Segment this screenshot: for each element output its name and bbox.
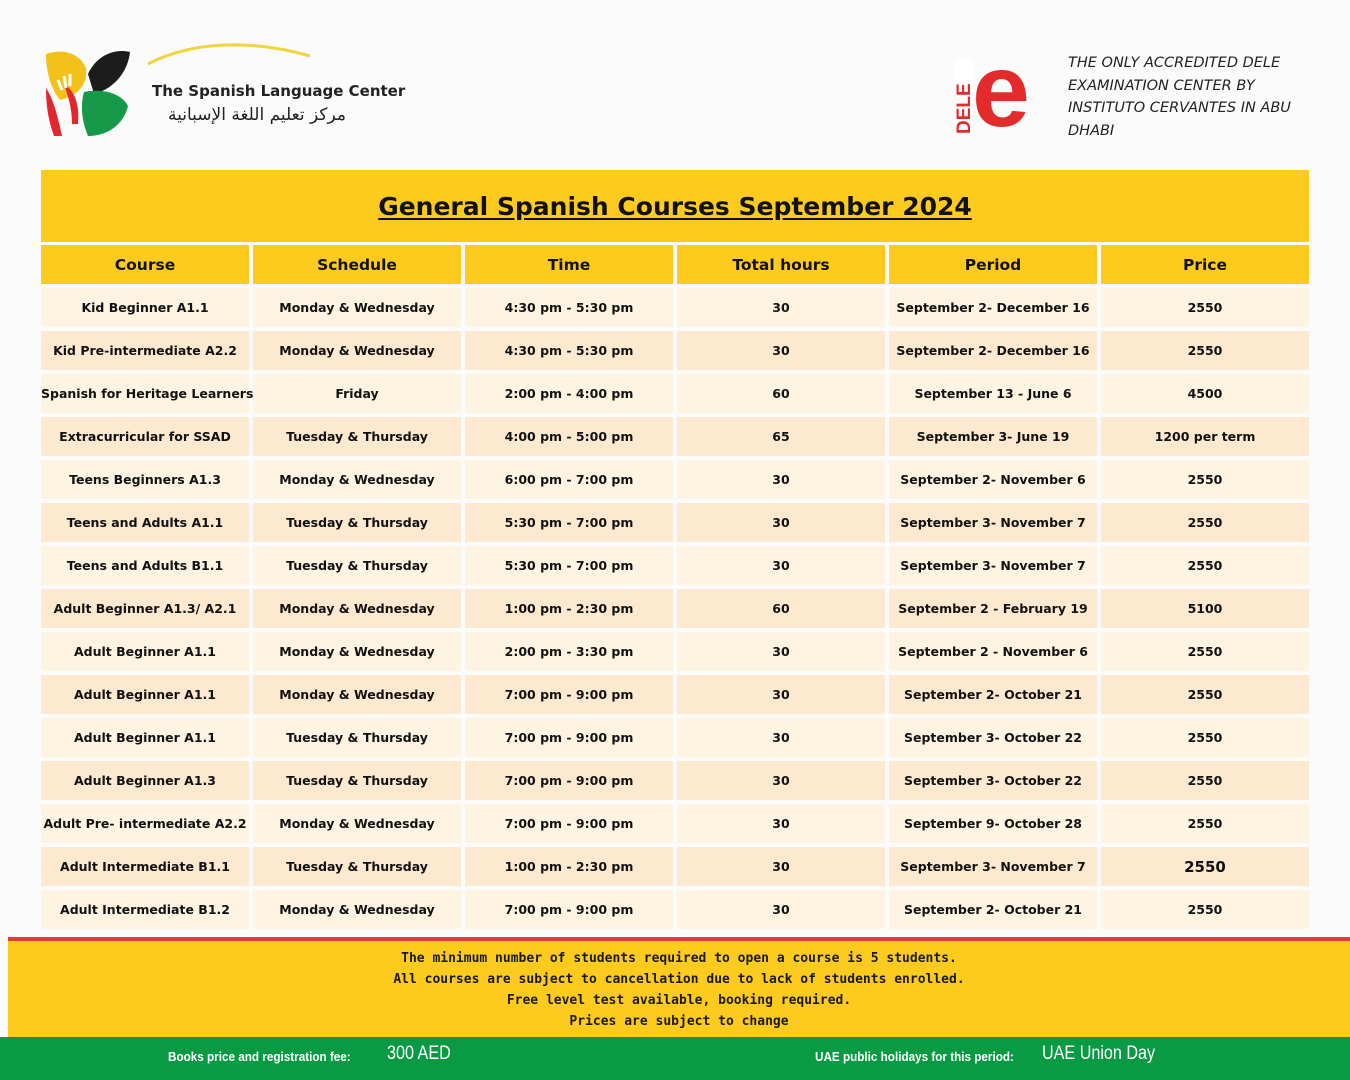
schedule-cell: Monday & Wednesday xyxy=(253,890,461,929)
table-row xyxy=(41,417,1309,456)
course-cell: Kid Pre-intermediate A2.2 xyxy=(41,331,249,370)
period-cell: September 2- November 6 xyxy=(889,460,1097,499)
hours-cell: 30 xyxy=(677,718,885,757)
course-cell: Adult Pre- intermediate A2.2 xyxy=(41,804,249,843)
table-title: General Spanish Courses September 2024 xyxy=(378,191,972,221)
table-row xyxy=(41,288,1309,327)
dele-logo xyxy=(954,52,1054,136)
time-cell: 4:00 pm - 5:00 pm xyxy=(465,417,673,456)
price-cell: 2550 xyxy=(1101,331,1309,370)
hours-cell: 30 xyxy=(677,460,885,499)
table-header-row xyxy=(41,245,1309,284)
schedule-cell: Tuesday & Thursday xyxy=(253,417,461,456)
period-cell: September 2 - February 19 xyxy=(889,589,1097,628)
holiday-label: UAE public holidays for this period: xyxy=(815,1049,1014,1064)
holiday-value: UAE Union Day xyxy=(1042,1043,1156,1064)
time-cell: 5:30 pm - 7:00 pm xyxy=(465,503,673,542)
course-cell: Spanish for Heritage Learners xyxy=(41,374,249,413)
column-header-schedule: Schedule xyxy=(253,245,461,284)
dele-tagline: THE ONLY ACCREDITED DELE EXAMINATION CENTER BY INSTITUTO CERVANTES IN ABU DHABI xyxy=(1068,55,1291,139)
org-name-arabic: مركز تعليم اللغة الإسبانية xyxy=(168,105,346,125)
course-cell: Teens and Adults A1.1 xyxy=(41,503,249,542)
hours-cell: 30 xyxy=(677,546,885,585)
time-cell: 1:00 pm - 2:30 pm xyxy=(465,847,673,886)
time-cell: 4:30 pm - 5:30 pm xyxy=(465,288,673,327)
period-cell: September 3- October 22 xyxy=(889,761,1097,800)
course-cell: Adult Beginner A1.1 xyxy=(41,718,249,757)
price-cell: 5100 xyxy=(1101,589,1309,628)
column-header-price: Price xyxy=(1101,245,1309,284)
hands-logo-icon xyxy=(44,44,144,144)
footer-bar xyxy=(0,1037,1350,1080)
schedule-cell: Monday & Wednesday xyxy=(253,632,461,671)
hours-cell: 65 xyxy=(677,417,885,456)
price-cell: 2550 xyxy=(1101,503,1309,542)
note-level-test: Free level test available, booking required. xyxy=(506,993,852,1008)
title-band xyxy=(41,170,1309,242)
time-cell: 2:00 pm - 3:30 pm xyxy=(465,632,673,671)
period-cell: September 13 - June 6 xyxy=(889,374,1097,413)
hours-cell: 60 xyxy=(677,589,885,628)
hours-cell: 30 xyxy=(677,288,885,327)
period-cell: September 3- November 7 xyxy=(889,546,1097,585)
schedule-cell: Tuesday & Thursday xyxy=(253,503,461,542)
hours-cell: 30 xyxy=(677,804,885,843)
column-header-time: Time xyxy=(465,245,673,284)
price-cell: 2550 xyxy=(1101,288,1309,327)
time-cell: 7:00 pm - 9:00 pm xyxy=(465,890,673,929)
course-table xyxy=(37,241,1313,933)
period-cell: September 2 - November 6 xyxy=(889,632,1097,671)
period-cell: September 2- December 16 xyxy=(889,331,1097,370)
table-row xyxy=(41,890,1309,929)
table-row xyxy=(41,675,1309,714)
period-cell: September 2- October 21 xyxy=(889,675,1097,714)
schedule-cell: Monday & Wednesday xyxy=(253,460,461,499)
table-row xyxy=(41,460,1309,499)
course-cell: Teens Beginners A1.3 xyxy=(41,460,249,499)
schedule-cell: Tuesday & Thursday xyxy=(253,718,461,757)
column-header-period: Period xyxy=(889,245,1097,284)
table-row xyxy=(41,718,1309,757)
column-header-course: Course xyxy=(41,245,249,284)
period-cell: September 9- October 28 xyxy=(889,804,1097,843)
schedule-cell: Monday & Wednesday xyxy=(253,675,461,714)
table-row xyxy=(41,374,1309,413)
column-header-total-hours: Total hours xyxy=(677,245,885,284)
table-row xyxy=(41,503,1309,542)
table-row xyxy=(41,589,1309,628)
course-cell: Adult Intermediate B1.1 xyxy=(41,847,249,886)
fee-value: 300 AED xyxy=(387,1043,451,1064)
note-cancellation: All courses are subject to cancellation due to lack of students enrolled. xyxy=(393,972,965,987)
table-row xyxy=(41,761,1309,800)
time-cell: 2:00 pm - 4:00 pm xyxy=(465,374,673,413)
note-minimum-students: The minimum number of students required to open a course is 5 students. xyxy=(401,951,957,966)
note-prices: Prices are subject to change xyxy=(569,1014,789,1029)
course-cell: Adult Beginner A1.1 xyxy=(41,675,249,714)
table-row xyxy=(41,632,1309,671)
fee-label: Books price and registration fee: xyxy=(168,1049,351,1064)
notes-panel xyxy=(8,941,1350,1037)
spanish-language-center-logo xyxy=(44,44,406,144)
dele-logo-text: DELE xyxy=(954,83,975,134)
course-cell: Adult Beginner A1.1 xyxy=(41,632,249,671)
schedule-cell: Tuesday & Thursday xyxy=(253,761,461,800)
period-cell: September 2- December 16 xyxy=(889,288,1097,327)
price-cell: 2550 xyxy=(1101,675,1309,714)
price-cell: 2550 xyxy=(1101,761,1309,800)
schedule-cell: Monday & Wednesday xyxy=(253,331,461,370)
course-cell: Teens and Adults B1.1 xyxy=(41,546,249,585)
price-cell: 4500 xyxy=(1101,374,1309,413)
time-cell: 5:30 pm - 7:00 pm xyxy=(465,546,673,585)
period-cell: September 2- October 21 xyxy=(889,890,1097,929)
hours-cell: 30 xyxy=(677,331,885,370)
table-row xyxy=(41,804,1309,843)
course-cell: Adult Intermediate B1.2 xyxy=(41,890,249,929)
price-cell: 2550 xyxy=(1101,546,1309,585)
hours-cell: 30 xyxy=(677,761,885,800)
hours-cell: 30 xyxy=(677,847,885,886)
price-cell: 2550 xyxy=(1101,804,1309,843)
price-cell: 2550 xyxy=(1101,847,1309,886)
schedule-cell: Tuesday & Thursday xyxy=(253,546,461,585)
hours-cell: 30 xyxy=(677,675,885,714)
schedule-cell: Monday & Wednesday xyxy=(253,288,461,327)
price-cell: 2550 xyxy=(1101,890,1309,929)
hours-cell: 30 xyxy=(677,503,885,542)
hours-cell: 60 xyxy=(677,374,885,413)
price-cell: 2550 xyxy=(1101,632,1309,671)
period-cell: September 3- November 7 xyxy=(889,847,1097,886)
time-cell: 7:00 pm - 9:00 pm xyxy=(465,761,673,800)
price-cell: 2550 xyxy=(1101,460,1309,499)
time-cell: 7:00 pm - 9:00 pm xyxy=(465,675,673,714)
period-cell: September 3- October 22 xyxy=(889,718,1097,757)
hours-cell: 30 xyxy=(677,890,885,929)
table-row xyxy=(41,847,1309,886)
schedule-cell: Friday xyxy=(253,374,461,413)
price-cell: 1200 per term xyxy=(1101,417,1309,456)
dele-logo-letter: e xyxy=(972,52,1030,136)
swoosh-decoration xyxy=(144,42,314,72)
schedule-cell: Tuesday & Thursday xyxy=(253,847,461,886)
time-cell: 7:00 pm - 9:00 pm xyxy=(465,804,673,843)
course-cell: Kid Beginner A1.1 xyxy=(41,288,249,327)
period-cell: September 3- November 7 xyxy=(889,503,1097,542)
time-cell: 6:00 pm - 7:00 pm xyxy=(465,460,673,499)
time-cell: 4:30 pm - 5:30 pm xyxy=(465,331,673,370)
schedule-cell: Monday & Wednesday xyxy=(253,589,461,628)
time-cell: 1:00 pm - 2:30 pm xyxy=(465,589,673,628)
table-row xyxy=(41,546,1309,585)
price-cell: 2550 xyxy=(1101,718,1309,757)
course-cell: Adult Beginner A1.3 xyxy=(41,761,249,800)
time-cell: 7:00 pm - 9:00 pm xyxy=(465,718,673,757)
period-cell: September 3- June 19 xyxy=(889,417,1097,456)
course-schedule xyxy=(41,170,1309,933)
schedule-cell: Monday & Wednesday xyxy=(253,804,461,843)
course-cell: Adult Beginner A1.3/ A2.1 xyxy=(41,589,249,628)
course-cell: Extracurricular for SSAD xyxy=(41,417,249,456)
table-row xyxy=(41,331,1309,370)
hours-cell: 30 xyxy=(677,632,885,671)
org-name-english: The Spanish Language Center xyxy=(152,82,406,100)
